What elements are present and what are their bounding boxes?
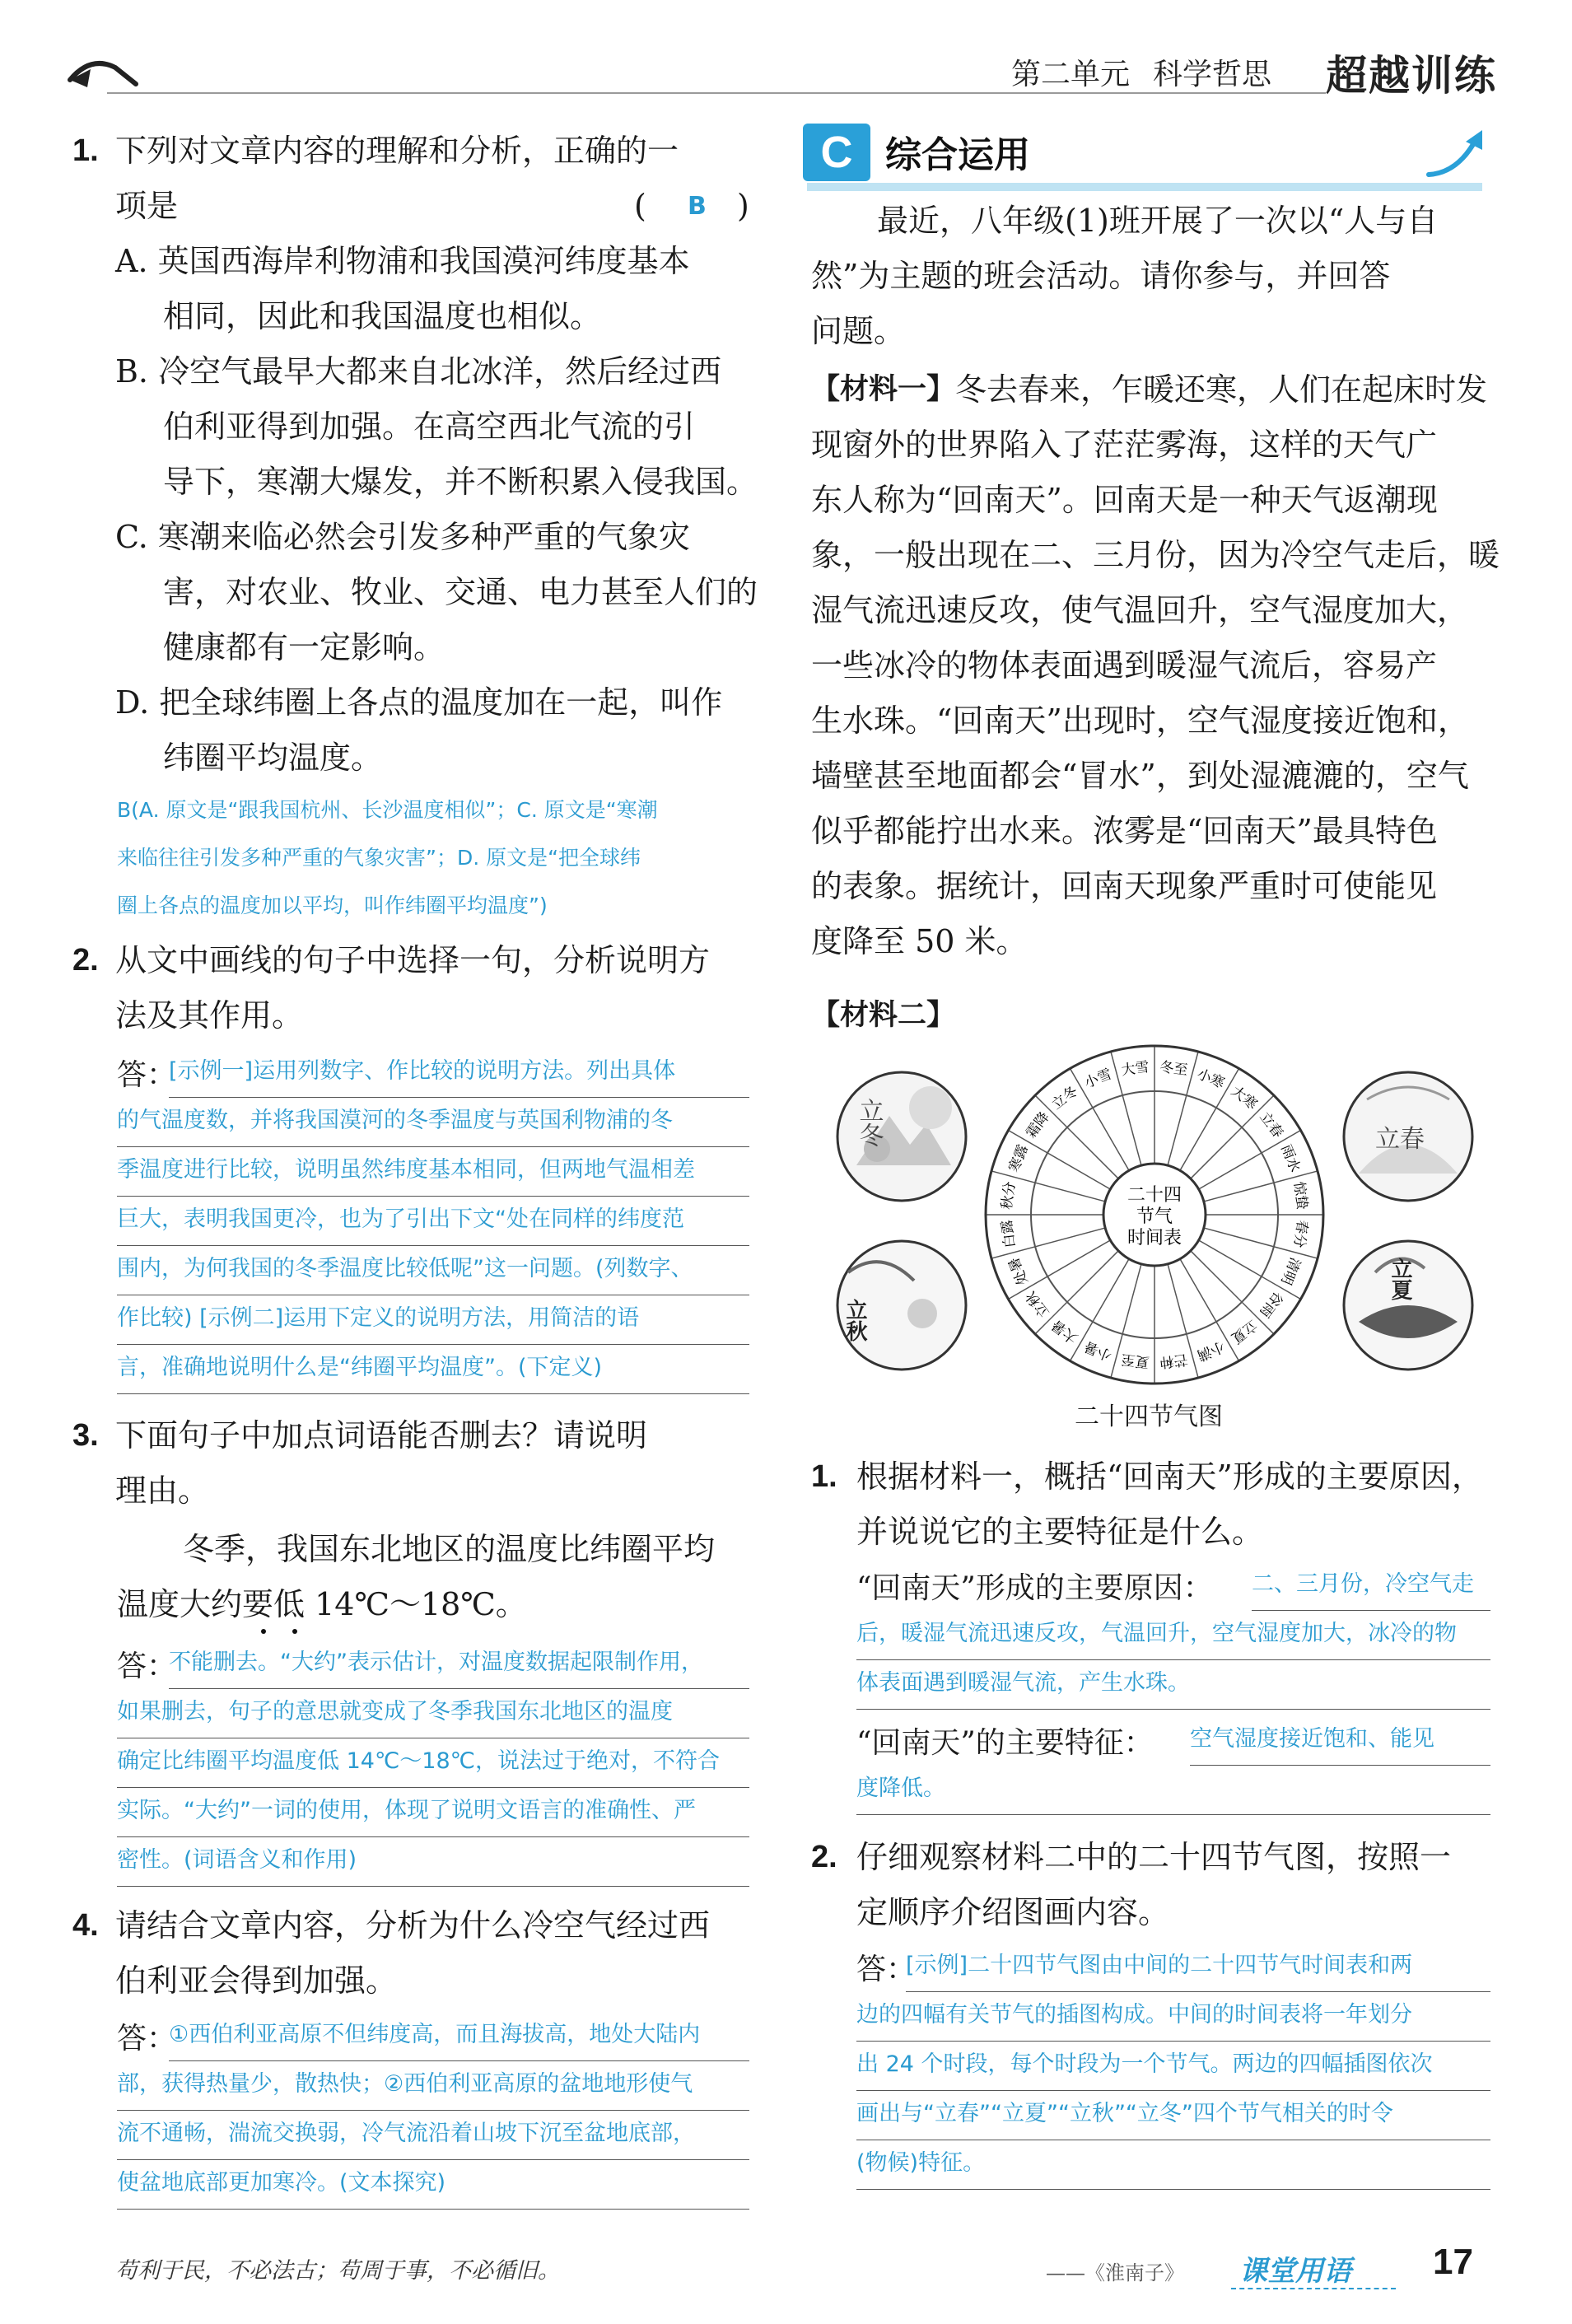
q2-answer-line: 围内，为何我国的冬季温度比较低呢”这一问题。(列数字、 (117, 1245, 749, 1295)
rq2-answer-line: 边的四幅有关节气的插图构成。中间的时间表将一年划分 (856, 1991, 1490, 2042)
intro-line: 问题。 (811, 313, 906, 349)
q2-answer-line: 季温度进行比较，说明虽然纬度基本相同，但两地气温相差 (117, 1146, 749, 1197)
q4-stem-2: 伯利亚会得到加强。 (115, 1962, 398, 1999)
page-number: 17 (1433, 2242, 1473, 2282)
q1-explanation-2: 来临往往引发多种严重的气象灾害”；D. 原文是“把全球纬 (117, 846, 641, 870)
q1-option-b-3: 导下，寒潮大爆发，并不断积累入侵我国。 (163, 464, 758, 500)
q3-stem-2: 理由。 (115, 1472, 210, 1509)
rq2-answer-line: 出 24 个时段，每个时段为一个节气。两边的四幅插图依次 (856, 2041, 1490, 2091)
wheel-term-label: 小雪 (1082, 1066, 1115, 1092)
rq1-answer-line: 体表面遇到暖湿气流，产生水珠。 (856, 1659, 1490, 1710)
q2-answer-line: 的气温度数，并将我国漠河的冬季温度与英国利物浦的冬 (117, 1097, 749, 1147)
q1-stem-2: 项是 (115, 188, 179, 224)
intro-line: 最近，八年级(1)班开展了一次以“人与自 (877, 203, 1439, 239)
q4-stem: 请结合文章内容，分析为什么冷空气经过西 (115, 1907, 711, 1944)
rq1-answer-line: 空气湿度接近饱和、能见 (1190, 1715, 1490, 1766)
wheel-term-label: 谷雨 (1256, 1288, 1286, 1321)
wheel-term-label: 秋分 (998, 1180, 1019, 1211)
material-1-line: 东人称为“回南天”。回南天是一种天气返潮现 (811, 482, 1438, 518)
wheel-term-label: 雨水 (1277, 1142, 1304, 1175)
wheel-center-text: 二十四 (1127, 1185, 1182, 1206)
q3-quote: 冬季，我国东北地区的温度比纬圈平均 (183, 1531, 716, 1567)
q3-answer-line: 如果删去，句子的意思就变成了冬季我国东北地区的温度 (117, 1688, 749, 1738)
q3-stem: 下面句子中加点词语能否删去？请说明 (115, 1417, 648, 1454)
rq2-stem: 仔细观察材料二中的二十四节气图，按照一 (856, 1839, 1452, 1875)
footer-rule (1231, 2288, 1396, 2289)
wheel-term-label: 立冬 (1048, 1083, 1081, 1113)
q3-number: 3. (72, 1418, 99, 1453)
q2-answer-line: [示例一]运用列数字、作比较的说明方法。列出具体 (169, 1048, 749, 1098)
rq1-answer-line: 后，暖湿气流迅速反攻，气温回升，空气湿度加大，冰冷的物 (856, 1610, 1490, 1660)
q4-answer-label: 答： (117, 2022, 177, 2056)
material-2-label: 【材料二】 (811, 999, 956, 1032)
wheel-term-label: 大寒 (1228, 1083, 1261, 1113)
q2-answer-label: 答： (117, 1058, 177, 1092)
material-1-line: 生水珠。“回南天”出现时，空气湿度接近饱和， (811, 702, 1469, 739)
lidong-label: 立冬 (854, 1098, 884, 1147)
q1-option-b: B. 冷空气最早大都来自北冰洋，然后经过西 (115, 353, 722, 390)
q3-answer-line: 不能删去。“大约”表示估计，对温度数据起限制作用， (169, 1639, 749, 1689)
lixia-label: 立夏 (1388, 1258, 1412, 1300)
wheel-term-label: 白露 (998, 1219, 1019, 1249)
header-subject: 科学哲思 (1153, 58, 1272, 91)
footer-brand: 课堂用语 (1239, 2255, 1351, 2288)
material-1-line: 的表象。据统计，回南天现象严重时可使能见 (811, 868, 1438, 904)
wheel-term-label: 芒种 (1159, 1350, 1189, 1371)
q2-stem: 从文中画线的句子中选择一句，分析说明方 (115, 942, 711, 978)
wheel-term-label: 夏至 (1120, 1350, 1150, 1371)
q4-number: 4. (72, 1908, 99, 1943)
q2-number: 2. (72, 943, 99, 978)
q2-answer-line: 巨大，表明我国更冷，也为了引出下文“处在同样的纬度范 (117, 1196, 749, 1246)
material-1-line: 湿气流迅速反攻，使气温回升，空气湿度加大， (811, 592, 1469, 628)
wheel-term-label: 寒露 (1005, 1142, 1032, 1175)
wheel-term-label: 大雪 (1120, 1058, 1150, 1080)
wheel-term-label: 立春 (1256, 1108, 1286, 1141)
q3-answer-line: 确定比纬圈平均温度低 14℃～18℃，说法过于绝对，不符合 (117, 1738, 749, 1788)
q2-stem-2: 法及其作用。 (115, 997, 304, 1034)
liqiu-label: 立秋 (842, 1299, 867, 1342)
lichun-label: 立春 (1375, 1125, 1425, 1154)
material-1-line: 度降至 50 米。 (811, 923, 1028, 959)
wheel-term-label: 霜降 (1023, 1108, 1053, 1141)
figure-caption: 二十四节气图 (1075, 1402, 1223, 1431)
q1-option-c-3: 健康都有一定影响。 (163, 629, 445, 665)
rq2-number: 2. (811, 1840, 837, 1874)
material-1-line: 墙壁甚至地面都会“冒水”，到处湿漉漉的，空气 (811, 758, 1469, 794)
q3-answer-line: 实际。“大约”一词的使用，体现了说明文语言的准确性、严 (117, 1787, 749, 1837)
material-1-line: 现窗外的世界陷入了茫茫雾海，这样的天气广 (811, 427, 1438, 463)
q1-number: 1. (72, 133, 99, 168)
section-letter: C (803, 124, 870, 181)
footer-quote: 苟利于民，不必法古；苟周于事，不必循旧。 (115, 2258, 560, 2284)
material-1-line: 似乎都能拧出水来。浓雾是“回南天”最具特色 (811, 813, 1438, 849)
q1-option-d: D. 把全球纬圈上各点的温度加在一起，叫作 (115, 684, 723, 721)
q1-explanation-3: 圈上各点的温度加以平均，叫作纬圈平均温度”) (117, 894, 548, 917)
q1-option-c-2: 害，对农业、牧业、交通、电力甚至人们的 (163, 574, 758, 610)
material-1-label: 【材料一】 (811, 373, 956, 406)
section-title: 综合运用 (885, 134, 1030, 176)
rq2-answer-line: 画出与“立春”“立夏”“立秋”“立冬”四个节气相关的时令 (856, 2090, 1490, 2140)
rq2-answer-line: (物候)特征。 (856, 2140, 1490, 2190)
material-1-line: 冬去春来，乍暖还寒，人们在起床时发 (955, 371, 1488, 408)
wheel-term-label: 大暑 (1048, 1316, 1081, 1346)
rq2-answer-line: [示例]二十四节气图由中间的二十四节气时间表和两 (906, 1942, 1490, 1992)
q4-answer-line: ①西伯利亚高原不但纬度高，而且海拔高，地处大陆内 (169, 2011, 749, 2061)
wheel-center-text: 时间表 (1127, 1228, 1182, 1248)
wheel-term-label: 立夏 (1228, 1316, 1261, 1346)
q1-paren-open: ( (634, 188, 646, 224)
q4-answer-line: 使盆地底部更加寒冷。(文本探究) (117, 2159, 749, 2210)
q1-explanation: B(A. 原文是“跟我国杭州、长沙温度相似”；C. 原文是“寒潮 (117, 798, 658, 822)
q1-answer: B (688, 192, 707, 221)
q4-answer-line: 流不通畅，湍流交换弱，冷气流沿着山坡下沉至盆地底部， (117, 2110, 749, 2160)
wheel-term-label: 春分 (1290, 1219, 1311, 1249)
q2-answer-line: 言，准确地说明什么是“纬圈平均温度”。(下定义) (117, 1344, 749, 1394)
rq1-number: 1. (811, 1459, 837, 1494)
wheel-term-label: 惊蛰 (1290, 1180, 1311, 1211)
rq1-cause-label: “回南天”形成的主要原因： (856, 1571, 1213, 1605)
q3-quote-2: 温度大约要低 14℃～18℃。 (117, 1586, 527, 1622)
q1-paren-close: ) (737, 188, 749, 224)
header-unit: 第二单元 (1011, 58, 1131, 91)
q1-option-b-2: 伯利亚得到加强。在高空西北气流的引 (163, 408, 696, 445)
q4-answer-line: 部，获得热量少，散热快；②西伯利亚高原的盆地地形使气 (117, 2060, 749, 2111)
rq1-answer-line: 二、三月份，冷空气走 (1252, 1561, 1490, 1611)
wheel-term-label: 小寒 (1194, 1066, 1227, 1092)
q1-stem: 下列对文章内容的理解和分析，正确的一 (115, 133, 679, 169)
header-title: 超越训练 (1326, 52, 1497, 100)
intro-line: 然”为主题的班会活动。请你参与，并回答 (811, 258, 1391, 294)
wheel-term-label: 小满 (1194, 1337, 1227, 1364)
material-1-line: 象，一般出现在二、三月份，因为冷空气走后，暖 (811, 537, 1500, 573)
rq2-answer-label: 答： (856, 1953, 917, 1986)
material-1-line: 一些冰冷的物体表面遇到暖湿气流后，容易产 (811, 647, 1438, 684)
wheel-center-text: 节气 (1136, 1206, 1173, 1227)
q2-answer-line: 作比较) [示例二]运用下定义的说明方法，用简洁的语 (117, 1295, 749, 1345)
wheel-term-label: 小暑 (1082, 1337, 1115, 1364)
q1-option-d-2: 纬圈平均温度。 (163, 740, 383, 776)
wheel-term-label: 立秋 (1023, 1288, 1053, 1321)
q1-option-a: A. 英国西海岸利物浦和我国漠河纬度基本 (115, 243, 690, 279)
wheel-term-label: 冬至 (1159, 1058, 1189, 1080)
rq2-stem-2: 定顺序介绍图画内容。 (856, 1894, 1170, 1930)
q3-answer-line: 密性。(词语含义和作用) (117, 1836, 749, 1887)
rq1-stem: 根据材料一，概括“回南天”形成的主要原因， (856, 1458, 1483, 1495)
rq1-answer-line: 度降低。 (856, 1765, 1490, 1815)
wheel-term-label: 清明 (1277, 1254, 1304, 1287)
q3-answer-label: 答： (117, 1650, 177, 1683)
q1-option-c: C. 寒潮来临必然会引发多种严重的气象灾 (115, 519, 690, 555)
rq1-stem-2: 并说说它的主要特征是什么。 (856, 1514, 1264, 1550)
footer-source: ——《淮南子》 (1046, 2261, 1184, 2284)
rq1-feature-label: “回南天”的主要特征： (856, 1726, 1154, 1760)
q1-option-a-2: 相同，因此和我国温度也相似。 (163, 298, 602, 334)
wheel-term-label: 处暑 (1005, 1254, 1032, 1287)
